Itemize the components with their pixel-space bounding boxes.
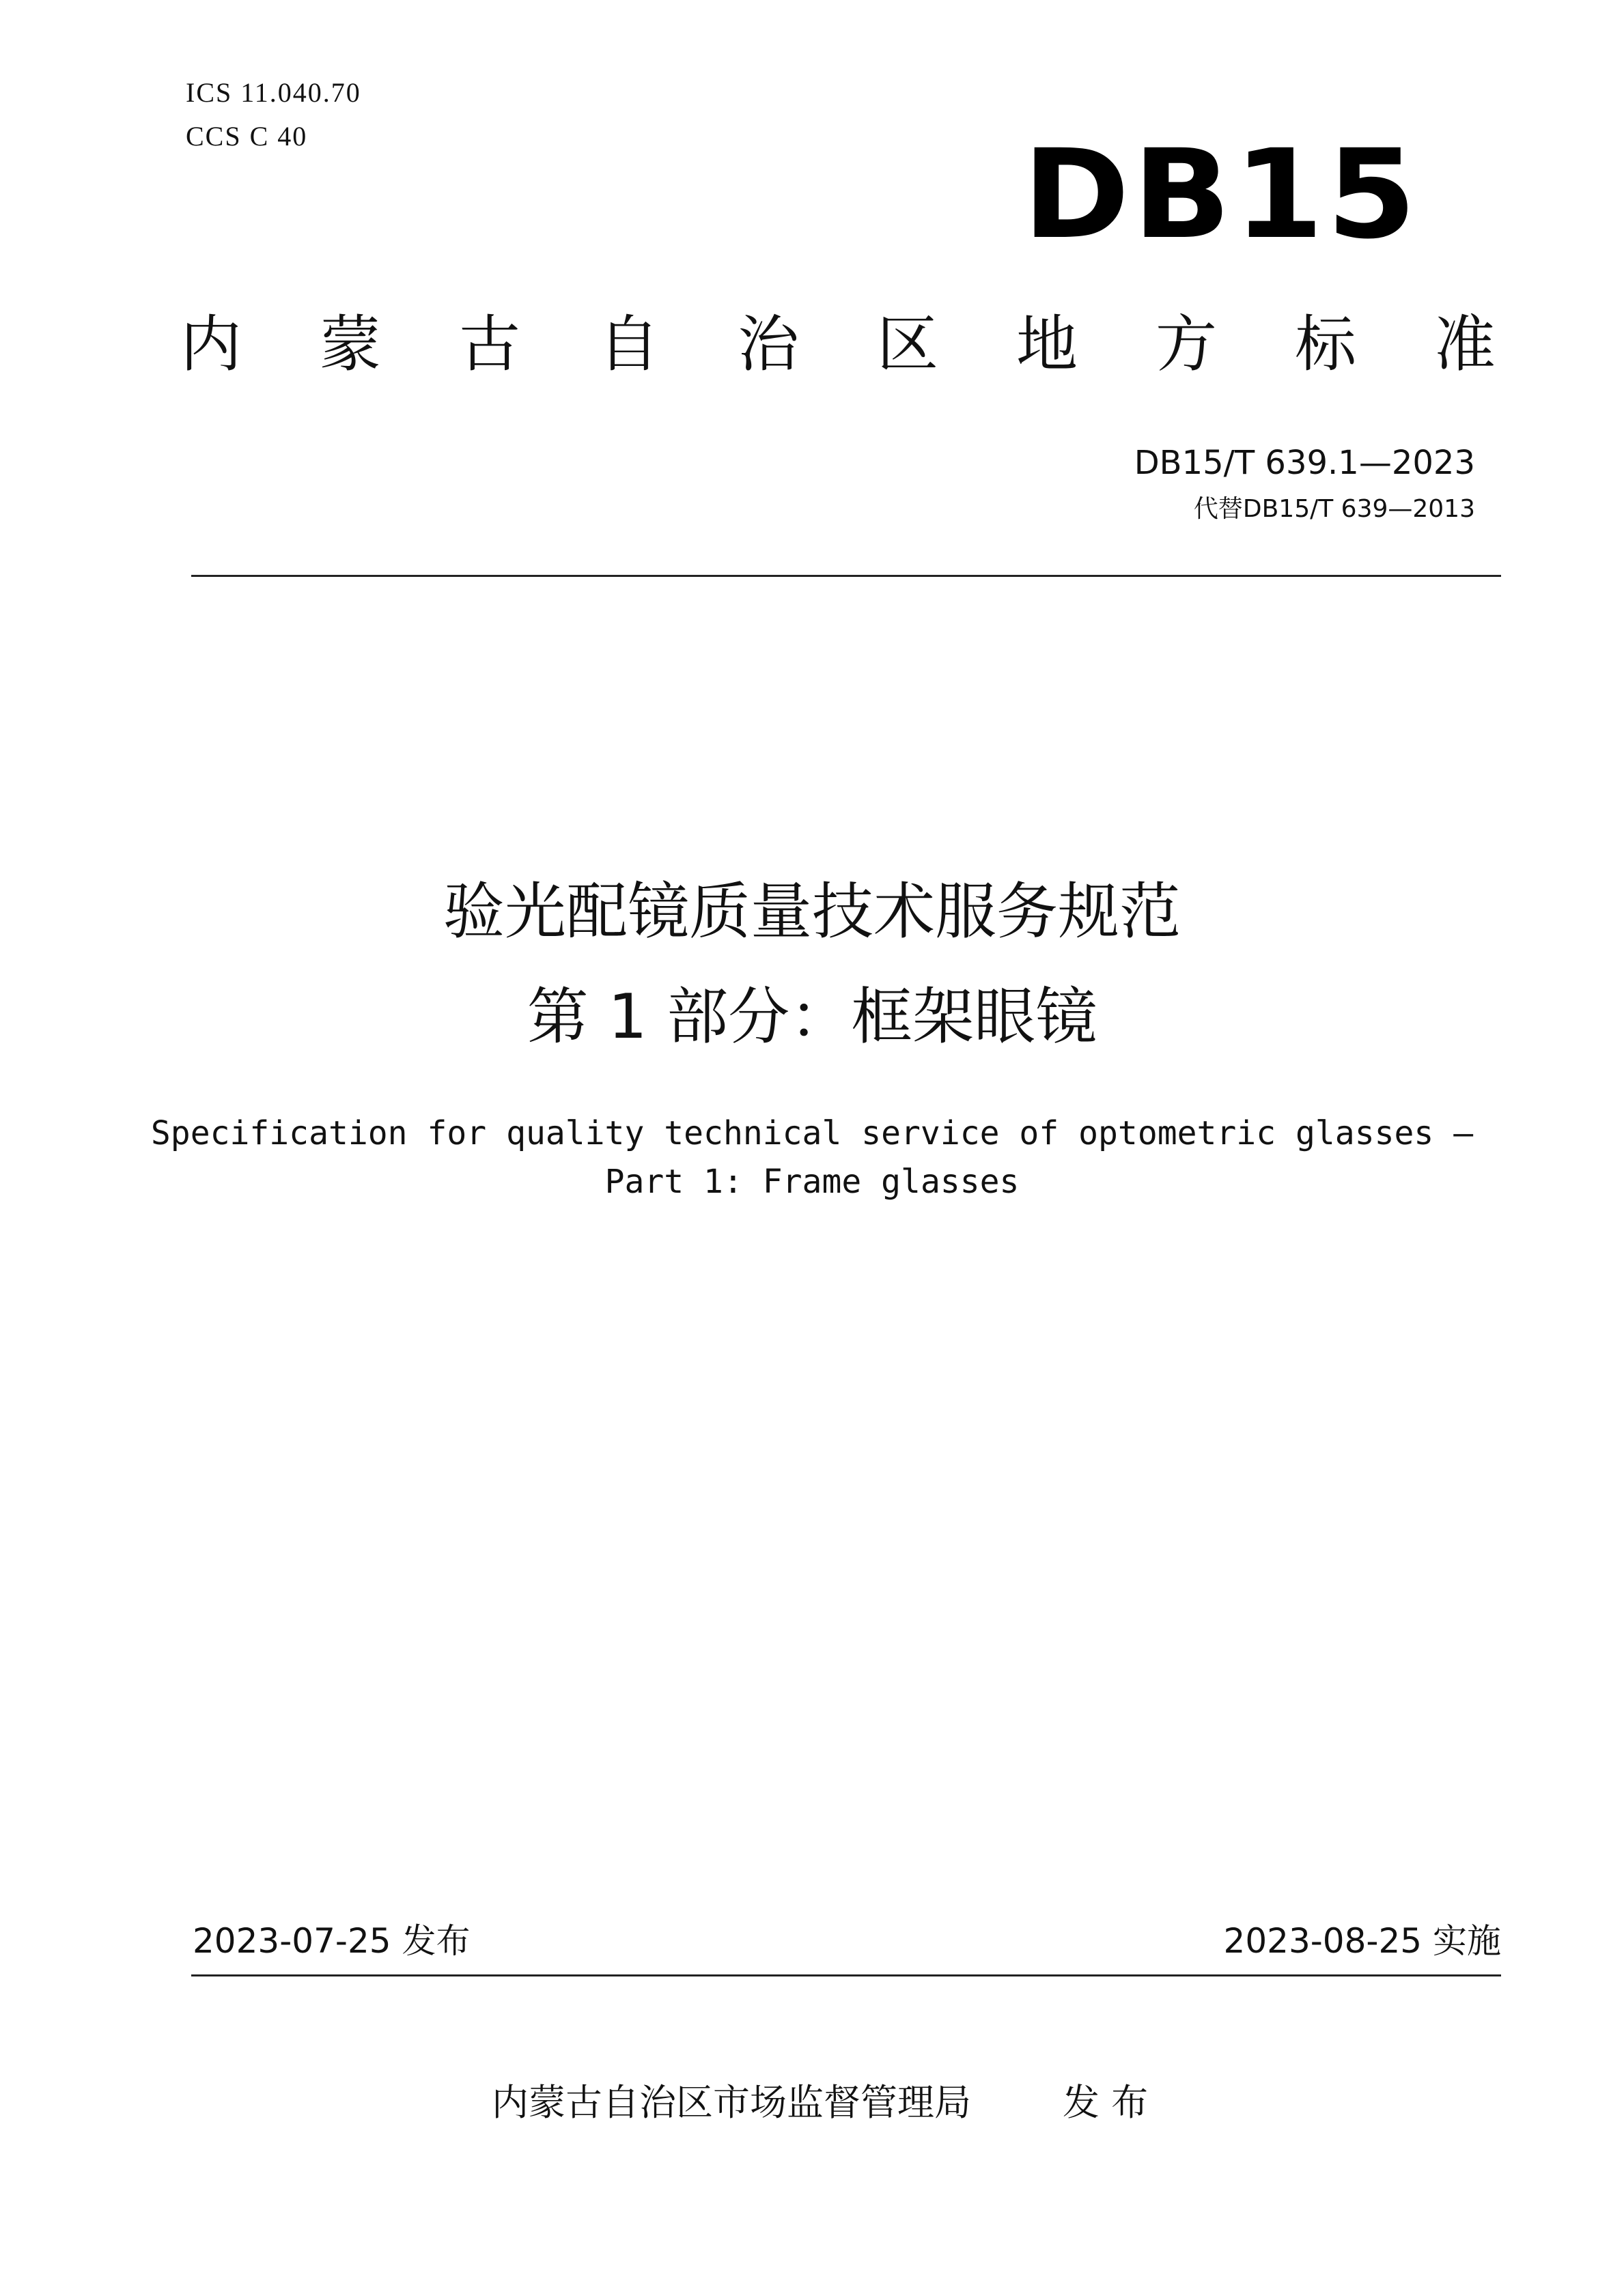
english-title: Specification for quality technical service of optometric glasses — — [150, 1114, 1474, 1152]
issued-label: 发 布 — [1063, 2081, 1149, 2124]
standard-type-char: 方 — [1156, 309, 1217, 380]
standard-type-char: 内 — [180, 309, 242, 380]
implementation-date: 2023-08-25 实施 — [1223, 1921, 1501, 1961]
standard-type-char: 区 — [877, 309, 938, 380]
english-subtitle: Part 1: Frame glasses — [604, 1163, 1020, 1201]
standard-type-char: 标 — [1295, 309, 1356, 380]
issuing-authority: 内蒙古自治区市场监督管理局 — [492, 2081, 971, 2124]
replaces-standard: 代替DB15/T 639—2013 — [1193, 495, 1475, 523]
db15-logo: DB15 — [1022, 124, 1419, 266]
ccs-code: CCS C 40 — [186, 121, 308, 152]
standard-type-heading — [180, 309, 1496, 380]
top-divider — [191, 575, 1501, 577]
bottom-divider — [191, 1974, 1501, 1976]
standard-type-char: 治 — [738, 309, 799, 380]
standard-type-char: 自 — [598, 309, 660, 380]
standard-number: DB15/T 639.1—2023 — [1134, 444, 1475, 482]
document-title: 验光配镜质量技术服务规范 — [443, 876, 1181, 948]
standard-type-char: 地 — [1016, 309, 1078, 380]
standard-type-char: 古 — [459, 309, 520, 380]
standard-type-char: 蒙 — [320, 309, 381, 380]
document-subtitle: 第 1 部分：框架眼镜 — [527, 981, 1097, 1053]
issue-date: 2023-07-25 发布 — [193, 1921, 471, 1961]
standard-type-char: 准 — [1434, 309, 1496, 380]
ics-code: ICS 11.040.70 — [186, 77, 361, 108]
